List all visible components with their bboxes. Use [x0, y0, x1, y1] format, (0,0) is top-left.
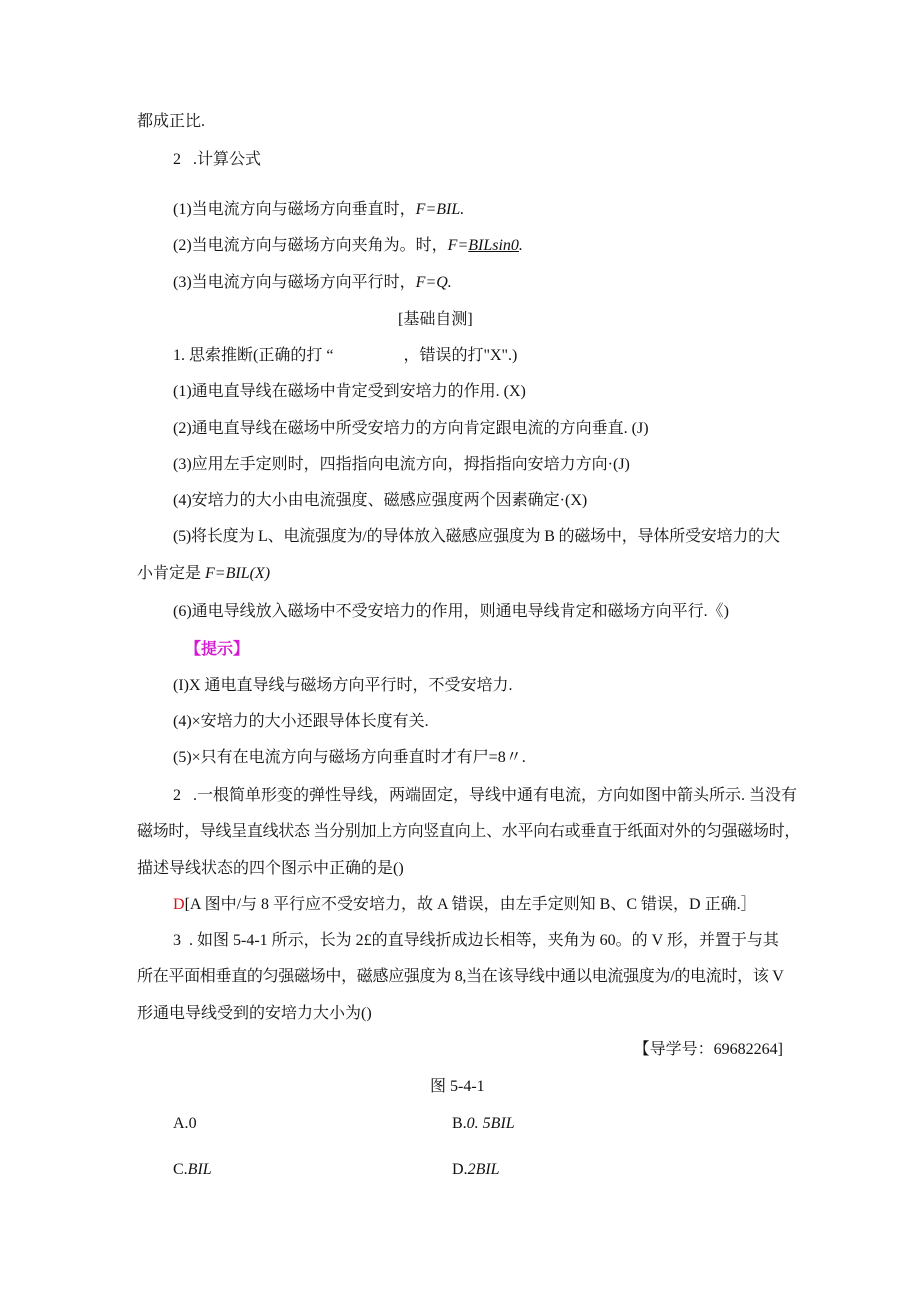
option-letter: D. — [452, 1161, 468, 1178]
q1-item: (4)安培力的大小由电流强度、磁感应强度两个因素确定·(X) — [173, 492, 588, 509]
question-text: .一根简单形变的弹性导线，两端固定，导线中通有电流，方向如图中箭头所示. 当没有 — [193, 787, 798, 804]
hint-item: (4)×安培力的大小还跟导体长度有关. — [173, 713, 429, 730]
question-number: 2 — [173, 787, 181, 804]
option-letter: B. — [452, 1115, 467, 1132]
figure-caption: 图 5-4-1 — [430, 1078, 485, 1095]
q1-item: (6)通电导线放入磁场中不受安培力的作用，则通电导线肯定和磁场方向平行.《) — [173, 603, 729, 620]
continuation-text: 小肯定是 — [137, 565, 206, 582]
hint-item: (I)X 通电直导线与磁场方向平行时，不受安培力. — [173, 677, 513, 694]
formula-suffix: . — [518, 237, 523, 254]
option-d — [452, 1160, 500, 1180]
q2-line — [173, 786, 797, 806]
q2-line: 磁场时，导线呈直线状态 当分别加上方向竖直向上、水平向右或垂直于纸面对外的匀强磁场时， — [137, 823, 801, 840]
formula: BILsin0 — [468, 237, 519, 254]
option-letter: C. — [173, 1161, 188, 1178]
question-number: 3 — [173, 932, 181, 949]
formula-item — [173, 236, 523, 256]
option-value: 0 — [188, 1115, 197, 1132]
q2-line: 描述导线状态的四个图示中正确的是() — [137, 860, 404, 877]
q3-line: 所在平面相垂直的匀强磁场中，磁感应强度为 8,当在该导线中通以电流强度为/的电流时，该 V — [137, 968, 784, 985]
formula: F=BIL. — [415, 201, 465, 218]
answer-explanation: [A 图中/与 8 平行应不受安培力，故 A 错误，由左手定则知 B、C 错误，D 正确.］ — [184, 896, 757, 913]
option-letter: A. — [173, 1115, 189, 1132]
hint-item: (5)×只有在电流方向与磁场方向垂直时才有尸=8〃. — [173, 749, 526, 766]
option-value: 2BIL — [467, 1161, 500, 1178]
formula-text: (3)当电流方向与磁场方向平行时， — [173, 274, 416, 291]
q3-line — [173, 931, 779, 951]
q1-item-continuation — [137, 564, 270, 584]
question-text: . 如图 5-4-1 所示，长为 2£的直导线折成边长相等，夹角为 60。的 V 形，并置于与其 — [189, 932, 779, 949]
q1-item: (2)通电直导线在磁场中所受安培力的方向肯定跟电流的方向垂直. (J) — [173, 420, 649, 437]
formula: F=BIL(X) — [205, 565, 271, 582]
q1-item: (1)通电直导线在磁场中肯定受到安培力的作用. (X) — [173, 383, 526, 400]
formula-item — [173, 273, 452, 293]
formula-text: (2)当电流方向与磁场方向夹角为。时， — [173, 237, 448, 254]
formula-item — [173, 200, 464, 220]
formula: F=Q. — [415, 274, 452, 291]
option-c — [173, 1160, 212, 1180]
q3-line: 形通电导线受到的安培力大小为() — [137, 1005, 372, 1022]
q2-answer — [173, 895, 757, 915]
reference-number: 【导学号：69682264] — [633, 1041, 783, 1058]
q1-prompt — [173, 346, 517, 366]
option-a — [173, 1114, 197, 1134]
self-test-title: [基础自测] — [398, 311, 473, 328]
heading-number: 2 — [173, 151, 181, 168]
section-heading — [173, 150, 261, 170]
prompt-part: ，错误的打"X".) — [403, 347, 518, 364]
answer-letter: D — [173, 896, 185, 913]
option-b — [452, 1114, 515, 1134]
option-value: 0. 5BIL — [466, 1115, 515, 1132]
hint-label: 【提示】 — [185, 641, 250, 658]
option-value: BIL — [187, 1161, 212, 1178]
prompt-part: 1. 思索推断(正确的打 “ — [173, 347, 334, 364]
formula-prefix: F= — [447, 237, 469, 254]
q1-item: (5)将长度为 L、电流强度为/的导体放入磁感应强度为 B 的磁场中，导体所受安培力的大 — [173, 528, 780, 545]
heading-text: .计算公式 — [193, 151, 262, 168]
q1-item: (3)应用左手定则时，四指指向电流方向，拇指指向安培力方向·(J) — [173, 456, 630, 473]
intro-tail: 都成正比. — [137, 113, 206, 130]
formula-text: (1)当电流方向与磁场方向垂直时， — [173, 201, 416, 218]
